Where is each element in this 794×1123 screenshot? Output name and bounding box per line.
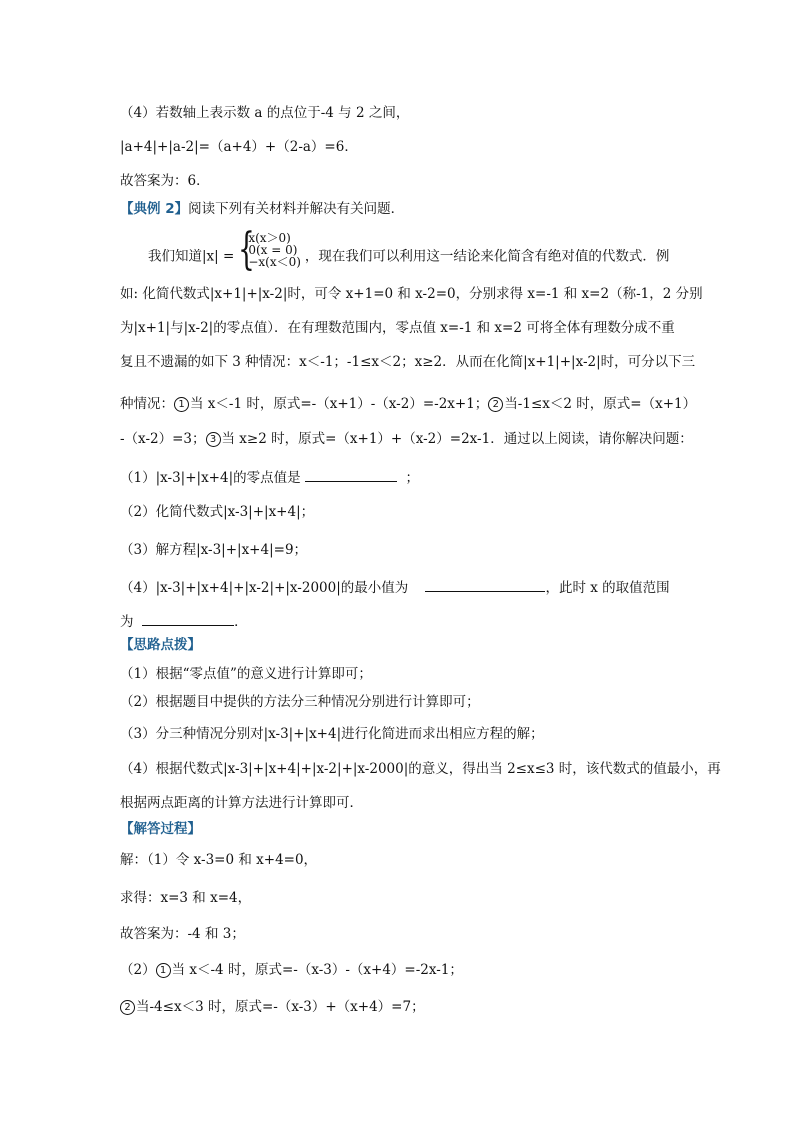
solution-line: 故答案为：-4 和 3； <box>120 926 245 942</box>
solution-heading: 【解答过程】 <box>120 821 201 837</box>
question-punct: ； <box>405 470 420 486</box>
question-text: ，此时 x 的取值范围 <box>545 580 670 596</box>
solution-line <box>120 961 463 979</box>
hint-line: （1）根据“零点值”的意义进行计算即可； <box>120 666 372 682</box>
hint-line: （4）根据代数式|x-3|+|x+4|+|x-2|+|x-2000|的意义，得出当 2≤x≤3 时，该代数式的值最小，再 <box>120 761 721 777</box>
text-span: 当 x＜-4 时，原式=-（x-3）-（x+4）=-2x-1； <box>171 962 463 978</box>
question-text: 为 <box>120 614 134 630</box>
solution-line: 求得：x=3 和 x=4， <box>120 890 252 906</box>
text-span: 种情况： <box>120 396 174 412</box>
solution-line <box>120 998 425 1016</box>
text-line: 为|x+1|与|x-2|的零点值）．在有理数范围内，零点值 x=-1 和 x=2 可将全体有理数分成不重 <box>120 320 675 336</box>
question-2: （2）化简代数式|x-3|+|x+4|； <box>120 504 315 520</box>
question-4 <box>120 577 670 597</box>
hint-heading: 【思路点拨】 <box>120 637 201 653</box>
abs-definition-text: 我们知道|x| = <box>148 248 235 265</box>
circled-number-1: 1 <box>174 397 189 412</box>
example-intro: 阅读下列有关材料并解决有关问题． <box>188 201 405 217</box>
answer-blank[interactable] <box>142 611 234 626</box>
question-text: （4）|x-3|+|x+4|+|x-2|+|x-2000|的最小值为 <box>120 580 409 596</box>
solution-line: 解：（1）令 x-3=0 和 x+4=0， <box>120 852 318 868</box>
text-line: 复且不遗漏的如下 3 种情况：x＜-1；-1≤x＜2；x≥2．从而在化简|x+1|+|x-2|时，可分以下三 <box>120 354 696 370</box>
text-span: 当 x＜-1 时，原式=-（x+1）-（x-2）=-2x+1； <box>190 396 489 412</box>
text-span: 当 x≥2 时，原式=（x+1）+（x-2）=2x-1．通过以上阅读，请你解决问题： <box>221 431 693 447</box>
text-line: （4）若数轴上表示数 a 的点位于-4 与 2 之间， <box>120 105 410 121</box>
circled-number-1: 1 <box>156 963 171 978</box>
hint-line: （3）分三种情况分别对|x-3|+|x+4|进行化简进而求出相应方程的解； <box>120 726 544 742</box>
text-line: 如: 化简代数式|x+1|+|x-2|时，可令 x+1=0 和 x-2=0，分别求得 x=-1 和 x=2（称-1，2 分别 <box>120 286 703 302</box>
circled-number-3: 3 <box>206 432 221 447</box>
abs-definition-line <box>148 224 670 275</box>
text-span: 当-1≤x＜2 时，原式=（x+1） <box>504 396 697 412</box>
question-4-cont <box>120 611 248 631</box>
text-span: -（x-2）=3； <box>120 431 206 447</box>
example-heading <box>120 200 404 218</box>
hint-line: （2）根据题目中提供的方法分三种情况分别进行计算即可； <box>120 694 480 710</box>
text-span: 当-4≤x＜3 时，原式=-（x-3）+（x+4）=7； <box>136 999 425 1015</box>
text-line <box>120 430 693 448</box>
answer-blank[interactable] <box>425 577 545 592</box>
question-punct: ． <box>234 614 248 630</box>
abs-definition-tail: ，现在我们可以利用这一结论来化简含有绝对值的代数式．例 <box>304 248 670 265</box>
text-span: （2） <box>120 962 156 978</box>
text-line <box>120 395 696 413</box>
piece-row: x(x＞0) <box>248 231 291 245</box>
example-label: 【典例 2】 <box>120 201 189 217</box>
answer-blank[interactable] <box>305 467 397 482</box>
question-1 <box>120 467 419 487</box>
piecewise-function <box>238 224 301 282</box>
piece-row: 0(x = 0) <box>248 243 298 257</box>
piece-row: −x(x＜0) <box>248 255 301 269</box>
text-line: |a+4|+|a-2|=（a+4）+（2-a）=6． <box>120 139 358 155</box>
question-3: （3）解方程|x-3|+|x+4|=9； <box>120 542 308 558</box>
circled-number-2: 2 <box>120 1000 135 1015</box>
question-text: （1）|x-3|+|x+4|的零点值是 <box>120 470 301 486</box>
text-line: 故答案为：6． <box>120 173 210 189</box>
hint-line: 根据两点距离的计算方法进行计算即可． <box>120 795 363 811</box>
brace-glyph: { <box>238 224 256 275</box>
circled-number-2: 2 <box>488 397 503 412</box>
